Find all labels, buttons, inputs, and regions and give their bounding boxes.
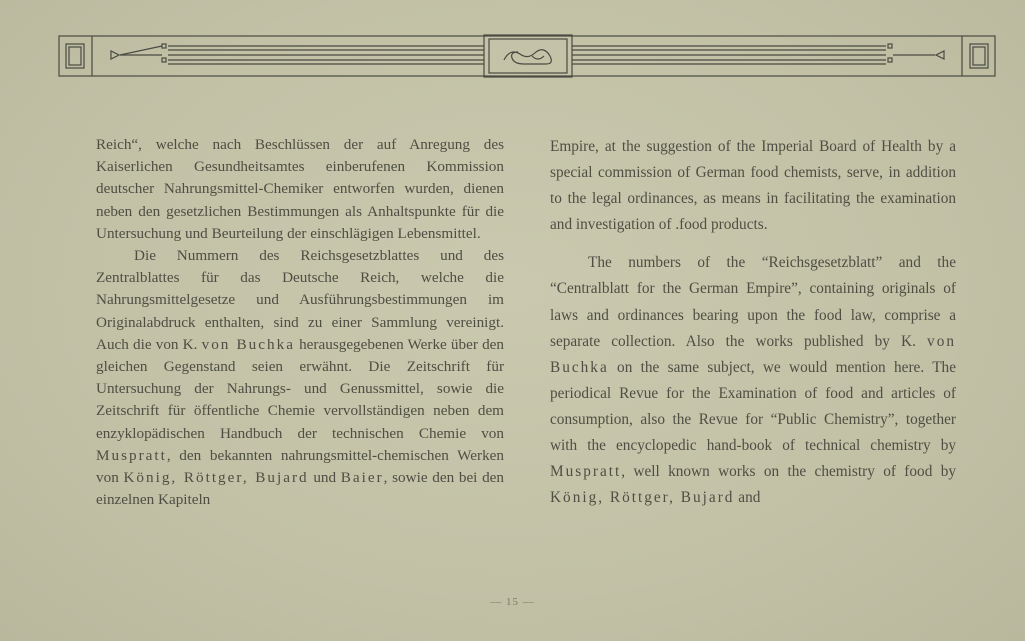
header-ornament xyxy=(58,34,996,78)
text-run: , den bekannten nahrungsmittel-chemischen Werken von xyxy=(96,446,504,487)
page-number: — 15 — xyxy=(490,596,535,608)
art-nouveau-header-ornament-icon xyxy=(58,34,996,78)
author-name: König, Röttger, Bujard xyxy=(123,469,309,487)
author-name: Muspratt xyxy=(550,463,622,481)
author-name: Muspratt xyxy=(96,446,167,464)
german-text-column xyxy=(96,134,504,511)
english-text-column xyxy=(550,134,956,511)
text-run: herausgegebenen Werke über den gleichen Gegenstand seien erwähnt. Die Zeitschrift für Untersuchung der Nahrungs- und Genussmittel, sowie die Zeitschrift für öffentliche Chemie vervollständigen neben dem enzyklopädischen Handbuch der technischen Chemie von xyxy=(96,335,504,442)
author-name: von Buchka xyxy=(550,332,956,376)
text-run: , well known works on the chemistry of food by xyxy=(621,463,956,481)
text-run: on the same subject, we would mention here. The periodical Revue for the Examination of food and articles of consumption, also the Revue for “Public Chemistry”, together with the encyclopedic hand-book of technical chemistry by xyxy=(550,358,956,455)
text-run: , sowie den bei den einzelnen Kapiteln xyxy=(96,469,504,509)
german-paragraph-1: Reich“, welche nach Beschlüssen der auf Anregung des Kaiserlichen Gesundheitsamtes einberufenen Kommission deutscher Nahrungsmittel-Chemiker entworfen wurden, dienen neben den gesetzlichen Bestimmungen als Anhaltspunkte für die Untersuchung und Beurteilung der einschlägigen Lebensmittel. xyxy=(96,136,504,242)
text-run: The numbers of the “Reichsgesetzblatt” and the “Centralblatt for the German Empire”, containing originals of laws and ordinances bearing upon the food law, comprise a separate collection. Also the works published by K. xyxy=(550,254,956,350)
text-run: Die Nummern des Reichsgesetzblattes und des Zentralblattes für das Deutsche Reich, welche die Nahrungsmittelgesetze und Ausführungsbestimmungen im Originalabdruck enthalten, sind zu einer Sammlung vereinigt. Auch die von K. xyxy=(96,247,504,353)
german-paragraph-2 xyxy=(96,245,504,511)
author-name: König, Röttger, Bujard xyxy=(550,489,735,507)
author-name: von Buchka xyxy=(201,335,295,353)
text-run: and xyxy=(734,489,761,507)
author-name: Baier xyxy=(340,469,384,487)
english-paragraph-2 xyxy=(550,250,956,511)
english-paragraph-1: Empire, at the suggestion of the Imperial Board of Health by a special commission of German food chemists, serve, in addition to the legal ordinances, as means in facilitating the examination and investigation of .food products. xyxy=(550,138,956,234)
text-run: und xyxy=(308,469,341,487)
